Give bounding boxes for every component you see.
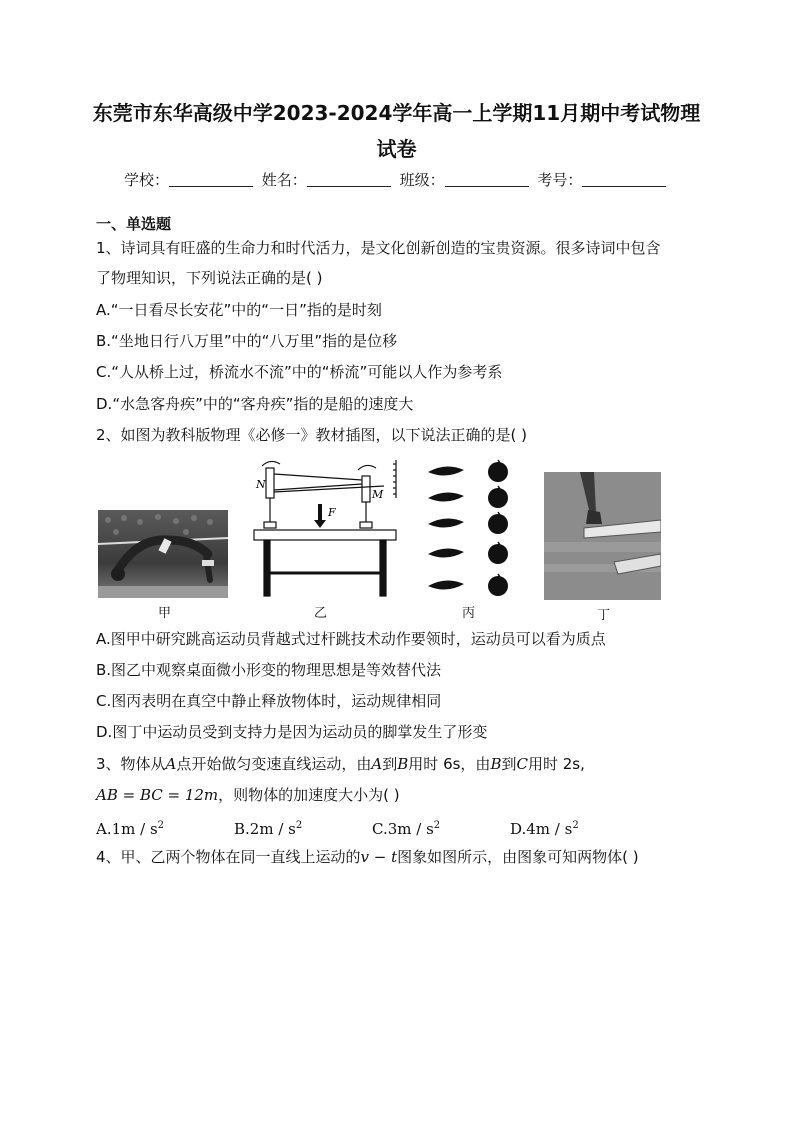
- figure-ding-diving-board-photo: [544, 472, 661, 600]
- q3-equation: AB = BC = 12m: [96, 786, 219, 804]
- q3-option-c: $C.3m / s^2$: [372, 820, 441, 838]
- class-blank[interactable]: [445, 172, 529, 187]
- figure-jia-high-jump-photo: [98, 510, 228, 598]
- q1-option-d: D.“水急客舟疾”中的“客舟疾”指的是船的速度大: [96, 395, 414, 413]
- point-a-2: A: [371, 755, 383, 773]
- exam-number-blank[interactable]: [582, 172, 666, 187]
- figure-yi-table-mirror-diagram: [244, 458, 404, 598]
- point-a: A: [165, 755, 177, 773]
- vt-symbol: v − t: [360, 848, 398, 866]
- figure-bing-feather-apple-diagram: [424, 458, 514, 598]
- q2-option-c: C.图丙表明在真空中静止释放物体时，运动规律相同: [96, 692, 442, 710]
- point-b: B: [397, 755, 409, 773]
- name-label: 姓名：: [261, 171, 307, 189]
- q1-option-c: C.“人从桥上过，桥流水不流”中的“桥流”可能以人作为参考系: [96, 363, 503, 381]
- caption-bing: 丙: [462, 606, 476, 621]
- q2-option-d: D.图丁中运动员受到支持力是因为运动员的脚掌发生了形变: [96, 723, 488, 741]
- q4-stem: 4、甲、乙两个物体在同一直线上运动的v − t图象如图所示，由图象可知两物体( ): [96, 848, 639, 866]
- exam-title-line1: 东莞市东华高级中学2023-2024学年高一上学期11月期中考试物理: [92, 101, 701, 125]
- q3-stem-line1: 3、物体从A点开始做匀变速直线运动，由A到B用时 6s，由B到C用时 2s,: [96, 755, 585, 773]
- exam-number-label: 考号：: [537, 171, 583, 189]
- q3-option-d: $D.4m / s^2$: [510, 820, 579, 838]
- q3-stem-line2: AB = BC = 12m，则物体的加速度大小为( ): [96, 786, 400, 804]
- caption-jia: 甲: [158, 606, 172, 621]
- section-heading: 一、单选题: [96, 215, 172, 233]
- mirror-m-label: M: [372, 488, 384, 501]
- caption-ding: 丁: [597, 608, 611, 623]
- point-c: C: [516, 755, 528, 773]
- point-b-2: B: [490, 755, 502, 773]
- mirror-n-label: N: [256, 478, 266, 491]
- q3-option-a: $A.1m / s^2$: [96, 820, 165, 838]
- q1-stem-line2: 了物理知识，下列说法正确的是( ): [96, 269, 323, 287]
- q3-option-b: $B.2m / s^2$: [234, 820, 303, 838]
- q2-stem: 2、如图为教科版物理《必修一》教材插图，以下说法正确的是( ): [96, 426, 528, 444]
- q1-stem-line1: 1、诗词具有旺盛的生命力和时代活力，是文化创新创造的宝贵资源。很多诗词中包含: [96, 239, 661, 257]
- school-blank[interactable]: [169, 172, 253, 187]
- q1-option-b: B.“坐地日行八万里”中的“八万里”指的是位移: [96, 332, 398, 350]
- q2-option-a: A.图甲中研究跳高运动员背越式过杆跳技术动作要领时，运动员可以看为质点: [96, 630, 606, 648]
- force-f-label: F: [328, 506, 336, 519]
- name-blank[interactable]: [307, 172, 391, 187]
- exam-title-line2: 试卷: [376, 137, 417, 161]
- class-label: 班级：: [399, 171, 445, 189]
- student-info-row: [124, 170, 670, 190]
- q1-option-a: A.“一日看尽长安花”中的“一日”指的是时刻: [96, 301, 382, 319]
- school-label: 学校：: [124, 171, 170, 189]
- caption-yi: 乙: [314, 606, 328, 621]
- q2-option-b: B.图乙中观察桌面微小形变的物理思想是等效替代法: [96, 661, 442, 679]
